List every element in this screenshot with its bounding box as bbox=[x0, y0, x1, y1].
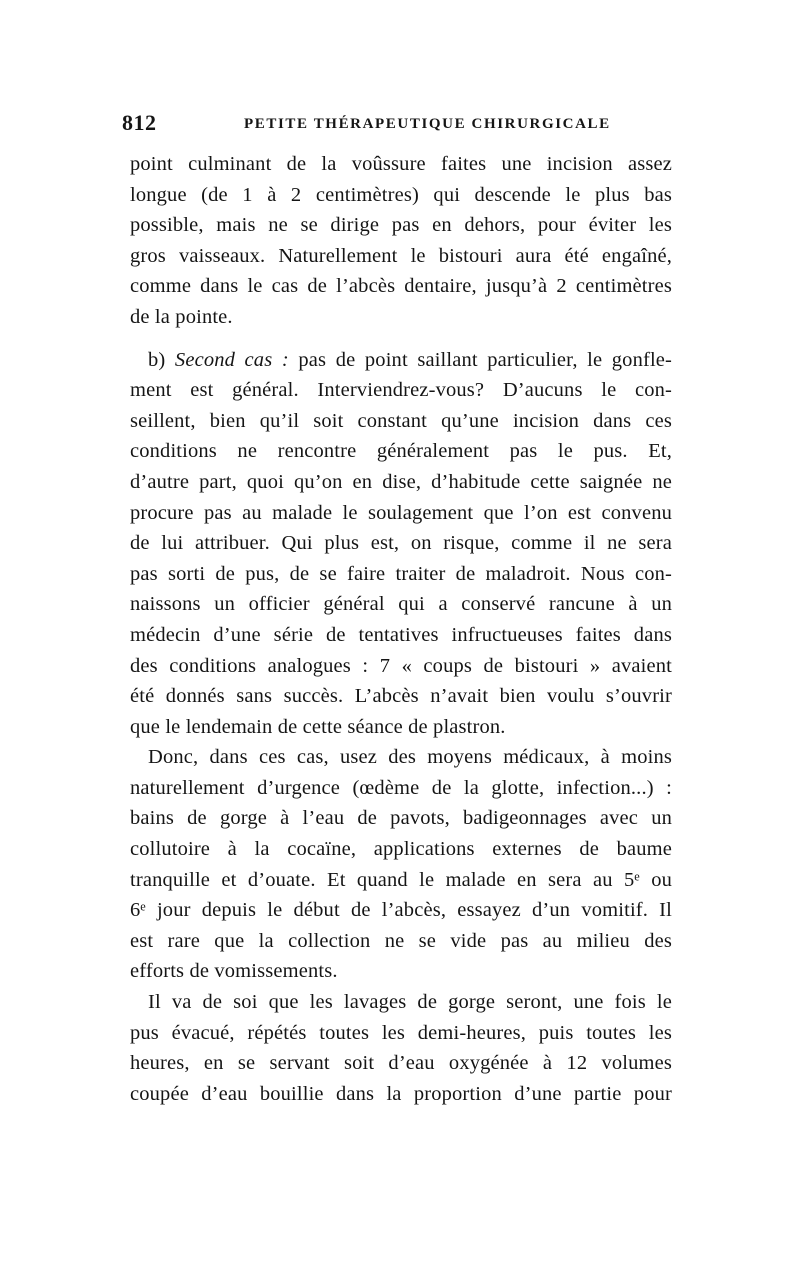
case-heading: Second cas : bbox=[174, 348, 289, 371]
text-line: Il va de soi que les lavages de gorge seront, une fois le bbox=[148, 991, 672, 1014]
text-line: possible, mais ne se dirige pas en dehors, pour éviter les bbox=[130, 214, 672, 237]
text-line: comme dans le cas de l’abcès dentaire, jusqu’à 2 centimètres bbox=[130, 275, 672, 298]
text-line: gros vaisseaux. Naturellement le bistouri aura été engaîné, bbox=[130, 244, 672, 267]
text-line: point culminant de la voûssure faites une incision assez bbox=[130, 153, 672, 175]
text-line: heures, en se servant soit d’eau oxygénée à 12 volumes bbox=[130, 1052, 672, 1075]
text-line bbox=[130, 345, 672, 376]
page-header bbox=[122, 110, 682, 140]
body-text bbox=[130, 149, 672, 1109]
text-line: de la pointe. bbox=[130, 305, 233, 328]
text-line: seillent, bien qu’il soit constant qu’une incision dans ces bbox=[130, 409, 672, 432]
text-line: bains de gorge à l’eau de pavots, badigeonnages avec un bbox=[130, 807, 672, 830]
text-line: naturellement d’urgence (œdème de la glotte, infection...) : bbox=[130, 776, 672, 799]
text-line: longue (de 1 à 2 centimètres) qui descende le plus bas bbox=[130, 183, 672, 206]
paragraph-1 bbox=[130, 149, 672, 333]
text-line: naissons un officier général qui a conservé rancune à un bbox=[130, 593, 672, 616]
paragraph-2 bbox=[130, 345, 672, 743]
text-line: Donc, dans ces cas, usez des moyens médicaux, à moins bbox=[148, 746, 672, 769]
text-line: été donnés sans succès. L’abcès n’avait bien voulu s’ouvrir bbox=[130, 685, 672, 708]
text-line: tranquille et d’ouate. Et quand le malade en sera au 5ᵉ ou bbox=[130, 868, 672, 891]
text-line: pas sorti de pus, de se faire traiter de maladroit. Nous con- bbox=[130, 562, 672, 585]
running-head: PETITE THÉRAPEUTIQUE CHIRURGICALE bbox=[244, 116, 611, 132]
text-line: que le lendemain de cette séance de plastron. bbox=[130, 715, 506, 738]
text-line: efforts de vomissements. bbox=[130, 960, 338, 983]
paragraph-3 bbox=[130, 742, 672, 987]
text-line: est rare que la collection ne se vide pas au milieu des bbox=[130, 929, 672, 952]
text-line: conditions ne rencontre généralement pas le pus. Et, bbox=[130, 440, 672, 463]
text-line: médecin d’une série de tentatives infructueuses faites dans bbox=[130, 623, 672, 646]
list-marker: b) bbox=[148, 348, 175, 371]
text-line: 6ᵉ jour depuis le début de l’abcès, essayez d’un vomitif. Il bbox=[130, 899, 672, 922]
text-line: ment est général. Interviendrez-vous? D’aucuns le con- bbox=[130, 379, 672, 402]
text-line: pus évacué, répétés toutes les demi-heures, puis toutes les bbox=[130, 1021, 672, 1044]
paragraph-gap bbox=[130, 333, 672, 345]
text-fragment: pas de point saillant particulier, le gonfle- bbox=[288, 348, 673, 371]
paragraph-4 bbox=[130, 987, 672, 1109]
text-line: de lui attribuer. Qui plus est, on risque, comme il ne sera bbox=[130, 532, 672, 555]
page-number: 812 bbox=[122, 110, 157, 135]
text-line: collutoire à la cocaïne, applications externes de baume bbox=[130, 838, 672, 861]
text-line: des conditions analogues : 7 « coups de bistouri » avaient bbox=[130, 654, 672, 677]
text-line: d’autre part, quoi qu’on en dise, d’habitude cette saignée ne bbox=[130, 470, 672, 493]
text-line: procure pas au malade le soulagement que l’on est convenu bbox=[130, 501, 672, 524]
text-line: coupée d’eau bouillie dans la proportion d’une partie pour bbox=[130, 1082, 672, 1105]
